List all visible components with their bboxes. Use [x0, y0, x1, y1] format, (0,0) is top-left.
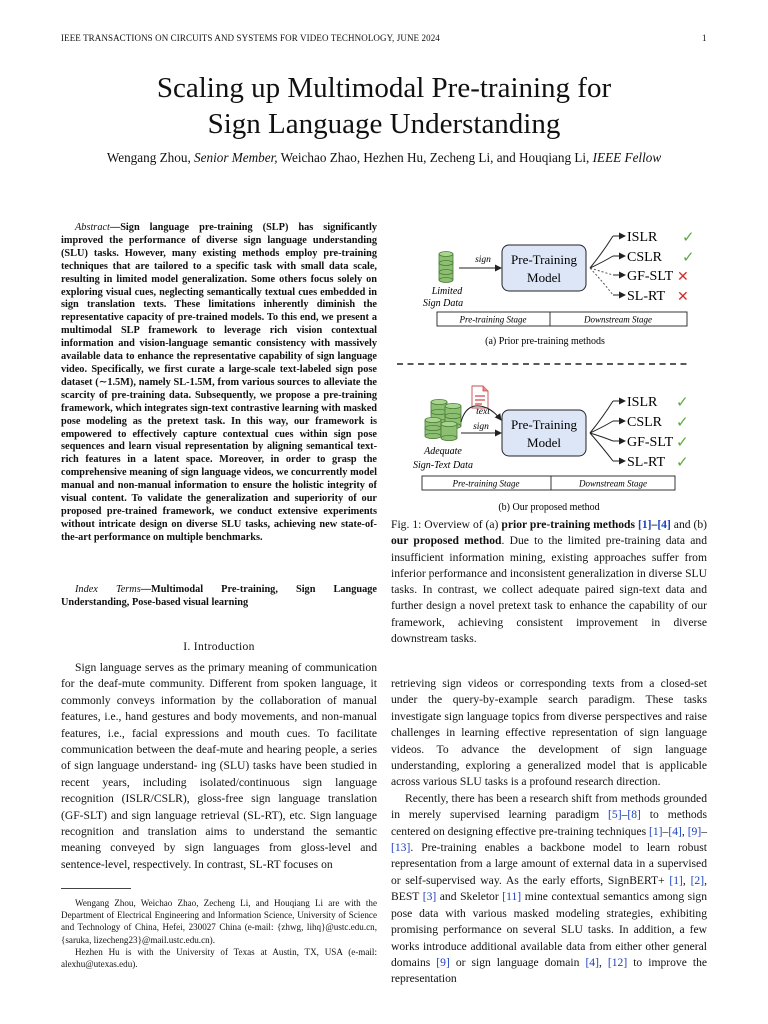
intro-text: Sign language serves as the primary meaning of communication for the deaf-mute community. Different from spoken language, it commonly conveys information by the collaboration of manual features, i.e., hand gestures and body movements, and non-manual features, i.e., facial expressions and mouth cues. To facilitate communication between the deaf-mute and hearing people, a series of sign language understand- ing (SLU) tasks have been studied in recent years, including isolated/continuous sign language recognition (ISLR/CSLR), gloss-free sign language translation (GF-SLT) and sign language retrieval (SL-RT), etc. Sign language recognition and translation aims to understand the semantic meaning conveyed by sign languages from gloss-level and sentence-level, respectively. In contrast, SL-RT focuses on [61, 661, 377, 871]
caption-rest: . Due to the limited pre-training data and insufficient information mining, existing approaches suffer from inferior performance and inconsistent generalization in diverse SLU tasks. In contrast, we collect adequate paired sign-text data and further design a novel pretext task to enhance the capability of our framework, achieving consistent improvement in diverse downstream tasks. [391, 534, 707, 646]
citation-link[interactable]: [4] [668, 824, 682, 838]
task-gf-slt: GF-SLT [627, 269, 674, 284]
subcaption-a: (a) Prior pre-training methods [485, 336, 605, 347]
task-cslr: CSLR [627, 415, 663, 430]
abstract-label: Abstract [75, 222, 110, 233]
author-rest: Weichao Zhao, Hezhen Hu, Zecheng Li, and Houqiang Li, [280, 150, 590, 165]
text-run: , [681, 824, 688, 838]
caption-prefix: Fig. 1: Overview of (a) [391, 518, 502, 531]
document-icon [472, 386, 488, 408]
citation-link[interactable]: [12] [607, 955, 628, 969]
task-cslr: CSLR [627, 250, 663, 265]
footnote-affil-1: Wengang Zhou, Weichao Zhao, Zecheng Li, and Houqiang Li are with the Department of Electrical Engineering and Information Science, University of Science and Technology of China, Hefei, 230027 China (e-mail: {zhwg, lihq}@ustc.edu.cn, {saruka, lizecheng23}@mail.ustc.edu.cn). [61, 898, 377, 945]
adequate-label: Adequate [424, 446, 462, 457]
check-icon: ✓ [682, 230, 695, 246]
sign-text-data-label: Sign-Text Data [413, 460, 473, 471]
task-gf-slt: GF-SLT [627, 435, 674, 450]
intro-paragraph [61, 660, 377, 873]
task-branches [590, 401, 625, 461]
model-label-1: Pre-Training [511, 252, 577, 267]
citation-link[interactable]: [13] [391, 841, 411, 855]
citation-link[interactable]: [2] [690, 873, 705, 887]
subcaption-b: (b) Our proposed method [498, 502, 600, 513]
title-line-1: Scaling up Multimodal Pre-training for [156, 72, 612, 104]
section-heading-introduction: I. Introduction [183, 640, 255, 653]
citation-link[interactable]: [8] [627, 808, 641, 822]
text-run: – [701, 824, 708, 838]
cross-icon: ✕ [677, 270, 689, 285]
task-sl-rt: SL-RT [627, 289, 666, 304]
author-list [0, 150, 768, 166]
index-terms-text: —Multimodal Pre-training, Sign Language Understanding, Pose-based visual learning [61, 584, 377, 608]
task-sl-rt: SL-RT [627, 455, 666, 470]
abstract-text: —Sign language pre-training (SLP) has significantly improved the performance of diverse sign language understanding (SLU) tasks. However, many existing methods employ pre-training techniques that are tailored to a specific task with small data scale, resulting in limited model generalization. Some others focus solely on exploring visual cues, neglecting semantically textual cues embedded in sign translation texts. These limitations inherently diminish the representative capacity of pre-trained models. To this end, we present a multimodal SLP framework to leverage rich vision contextual information and vision-language semantic consistency with massively available data to enhance the representative capability of sign language video. Specifically, we first curate a large-scale text-labeled sign pose dataset (∼1.5M), namely SL-1.5M, from various sources to alleviate the scarcity of pre-training data. Subsequently, we propose a pre-training framework, which integrates sign-text contrastive learning with masked pose modeling as the pretext task. In this way, our framework is empowered to effectively capture contextual cues within sign pose sequences and learn visual representation by aligning semantical text-rich features in a latent space. Moreover, in order to grasp the comprehensive meaning of sign language videos, we concurrently model manual and non-manual information to ensure the holistic integrity of visual content. To validate the generalization and superiority of our proposed pre-trained framework, we conduct extensive experiments without intricate design on diverse SLU tasks, achieving new state-of-the-art performance on multiple benchmarks. [61, 222, 377, 543]
paper-title [0, 70, 768, 142]
text-run: . Pre-training enables a backbone model to learn robust representation from a large amount of external data in a supervised or self-supervised way. As the early efforts, SignBERT+ [391, 841, 707, 887]
panel-b [413, 386, 689, 513]
footnote-rule [61, 888, 131, 889]
citation-link[interactable]: [3] [422, 890, 437, 904]
caption-mid: and (b) [670, 518, 707, 531]
text-run: or sign language domain [449, 955, 586, 969]
index-terms [61, 584, 377, 610]
citation-link[interactable]: [9] [436, 955, 450, 969]
check-icon: ✓ [676, 435, 689, 451]
sign-input-label: sign [473, 422, 489, 432]
model-label-1: Pre-Training [511, 417, 577, 432]
text-run: to methods centered on designing effective pre-training techniques [391, 808, 707, 838]
citation-link[interactable]: [1] [649, 824, 663, 838]
text-run: , BEST [391, 873, 707, 904]
author-role-2: IEEE Fellow [592, 150, 662, 165]
cross-icon: ✕ [677, 290, 689, 305]
text-run: – [621, 808, 628, 822]
footnote [61, 897, 377, 970]
sign-input-label: sign [475, 255, 491, 265]
citation-link[interactable]: [1] [669, 873, 683, 887]
task-branches [590, 236, 625, 295]
model-label-2: Model [527, 435, 561, 450]
citation-link[interactable]: [4] [657, 518, 671, 531]
task-islr: ISLR [627, 230, 658, 245]
text-run: – [662, 824, 669, 838]
task-islr: ISLR [627, 395, 658, 410]
author-1-role: Senior Member, [194, 150, 278, 165]
citation-link[interactable]: [11] [502, 890, 522, 904]
stage-downstream: Downstream Stage [579, 478, 647, 489]
right-paragraph-2 [391, 791, 707, 988]
text-run: , [682, 873, 691, 887]
stage-pretraining: Pre-training Stage [459, 314, 527, 325]
database-cluster-icon [425, 399, 461, 440]
caption-bold-1: prior pre-training methods [501, 518, 636, 531]
stage-pretraining: Pre-training Stage [452, 478, 520, 489]
citation-link[interactable]: [9] [687, 824, 702, 838]
text-run: to improve the representation [391, 955, 708, 986]
abstract [61, 222, 377, 545]
stage-downstream: Downstream Stage [584, 314, 652, 325]
panel-a [423, 230, 695, 347]
check-icon: ✓ [676, 395, 689, 411]
model-label-2: Model [527, 270, 561, 285]
citation-link[interactable]: [1] [637, 518, 652, 531]
index-terms-label: Index Terms [75, 584, 141, 595]
author-1: Wengang Zhou, [106, 150, 191, 165]
text-run: mine contextual semantics among sign pose data with various masked modeling strategies, exhibiting promising performance on several SLU tasks. In addition, a few works introduce additional available data from either other general domains [391, 890, 708, 969]
figure-1 [395, 222, 715, 518]
running-header: IEEE TRANSACTIONS ON CIRCUITS AND SYSTEMS FOR VIDEO TECHNOLOGY, JUNE 2024 [61, 33, 440, 43]
right-paragraph-1: retrieving sign videos or corresponding texts from a closed-set under the query-by-example search paradigm. These tasks investigate sign language topics from diverse perspectives and raise challenges in learning effective representation of sign language videos. To advance the development of sign language understanding, exploring a generalized model that is applicable across various SLU tasks is a profound research direction. [391, 677, 707, 789]
figure-caption [391, 517, 707, 647]
citation-link[interactable]: [4] [585, 955, 599, 969]
citation-link[interactable]: [5] [608, 808, 622, 822]
text-run: Recently, there has been a research shift from methods grounded in merely supervised learning paradigm [391, 791, 707, 822]
caption-bold-2: our proposed method [391, 534, 502, 548]
check-icon: ✓ [676, 455, 689, 471]
text-run: , [598, 955, 608, 969]
right-column-body [391, 676, 707, 988]
text-input-label: text [476, 407, 490, 417]
database-icon [439, 252, 453, 283]
caption-dash: – [651, 518, 658, 531]
text-run: and Skeletor [436, 890, 503, 904]
title-line-2: Sign Language Understanding [207, 108, 561, 140]
limited-label: Limited [431, 286, 463, 297]
footnote-affil-2: Hezhen Hu is with the University of Texas at Austin, TX, USA (e-mail: alexhu@utexas.edu). [61, 946, 377, 970]
page-number: 1 [702, 33, 707, 43]
check-icon: ✓ [676, 415, 689, 431]
sign-data-label: Sign Data [422, 298, 464, 309]
check-icon: ✓ [682, 250, 695, 266]
